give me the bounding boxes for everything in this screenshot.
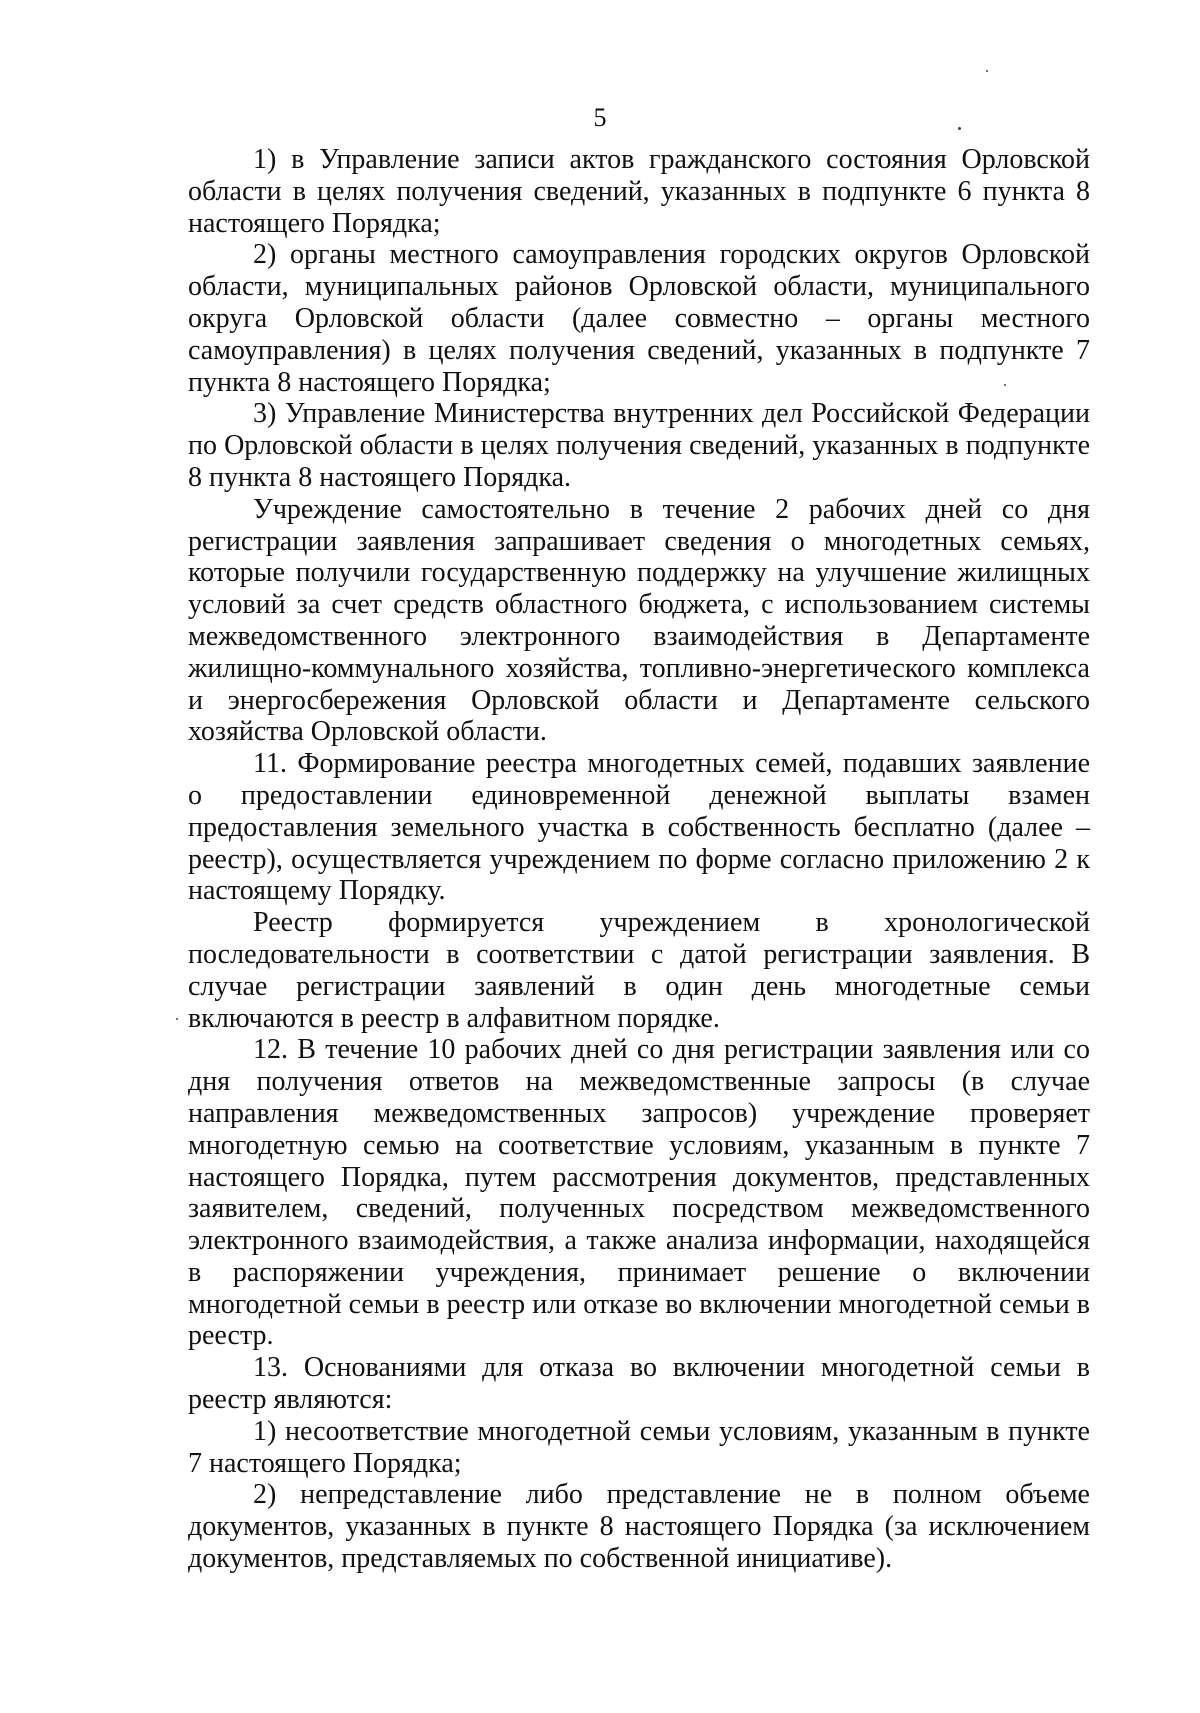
page-number: 5 <box>593 103 607 132</box>
paragraph-registry-order: Реестр формируется учреждением в хронологической последовательности в соответствии с датой регистрации заявления. В случае регистрации заявлений в один день многодетные семьи включаются в реестр в алфавитном порядке. <box>188 907 1090 1034</box>
paragraph-13-item-1: 1) несоответствие многодетной семьи условиям, указанным в пункте 7 настоящего Порядка; <box>188 1415 1090 1479</box>
scan-speck <box>986 70 988 72</box>
paragraph-item-1: 1) в Управление записи актов гражданского состояния Орловской области в целях получения сведений, указанных в подпункте 6 пункта 8 настоящего Порядка; <box>188 144 1090 239</box>
document-body <box>188 144 1090 1575</box>
paragraph-13: 13. Основаниями для отказа во включении многодетной семьи в реестр являются: <box>188 1352 1090 1416</box>
paragraph-11: 11. Формирование реестра многодетных семей, подавших заявление о предоставлении единовременной денежной выплаты взамен предоставления земельного участка в собственность бесплатно (далее – реестр), осуществляется учреждением по форме согласно приложению 2 к настоящему Порядку. <box>188 748 1090 907</box>
scan-speck <box>958 127 961 130</box>
paragraph-13-item-2: 2) непредставление либо представление не в полном объеме документов, указанных в пункте 8 настоящего Порядка (за исключением документов, представляемых по собственной инициативе). <box>188 1479 1090 1575</box>
paragraph-item-2: 2) органы местного самоуправления городских округов Орловской области, муниципальных районов Орловской области, муниципального округа Орловской области (далее совместно – органы местного самоуправления) в целях получения сведений, указанных в подпункте 7 пункта 8 настоящего Порядка; <box>188 239 1090 398</box>
scan-speck <box>176 1018 178 1020</box>
scan-speck <box>1004 384 1006 386</box>
paragraph-institution-requests: Учреждение самостоятельно в течение 2 рабочих дней со дня регистрации заявления запрашивает сведения о многодетных семьях, которые получили государственную поддержку на улучшение жилищных условий за счет средств областного бюджета, с использованием системы межведомственного электронного взаимодействия в Департаменте жилищно-коммунального хозяйства, топливно-энергетического комплекса и энергосбережения Орловской области и Департаменте сельского хозяйства Орловской области. <box>188 493 1090 748</box>
paragraph-12: 12. В течение 10 рабочих дней со дня регистрации заявления или со дня получения ответов на межведомственные запросы (в случае направления межведомственных запросов) учреждение проверяет многодетную семью на соответствие условиям, указанным в пункте 7 настоящего Порядка, путем рассмотрения документов, представленных заявителем, сведений, полученных посредством межведомственного электронного взаимодействия, а также анализа информации, находящейся в распоряжении учреждения, принимает решение о включении многодетной семьи в реестр или отказе во включении многодетной семьи в реестр. <box>188 1034 1090 1352</box>
paragraph-item-3: 3) Управление Министерства внутренних дел Российской Федерации по Орловской области в целях получения сведений, указанных в подпункте 8 пункта 8 настоящего Порядка. <box>188 398 1090 493</box>
